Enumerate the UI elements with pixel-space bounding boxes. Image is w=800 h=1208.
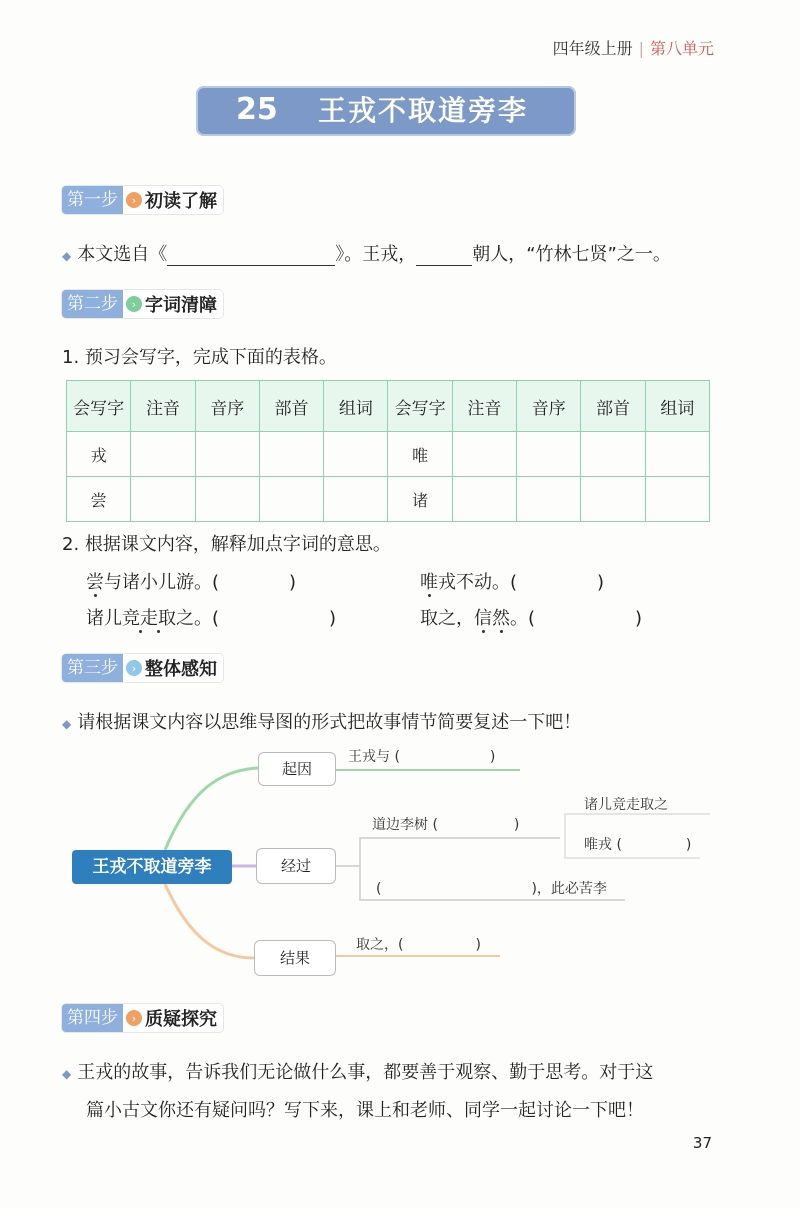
unit-label: 第八单元 [649, 39, 714, 58]
column-header: 会写字 [388, 381, 452, 432]
mindmap-instruction: ◆ 请根据课文内容以思维导图的形式把故事情节简要复述一下吧！ [62, 712, 582, 733]
column-header: 组词 [645, 381, 709, 432]
step-name: 初读了解 [145, 191, 217, 212]
diamond-bullet-icon: ◆ [62, 717, 72, 731]
step-label: 第一步 [62, 186, 123, 214]
step-1-question: ◆ 本文选自《 》。王戎， 朝人，“竹林七贤”之一。 [62, 244, 671, 265]
column-header: 部首 [259, 381, 323, 432]
mindmap-branch-cause: 起因 [258, 752, 336, 786]
step-name: 字词清障 [145, 295, 217, 316]
explain-item: 诸儿竞走取之。( ) [86, 608, 337, 629]
step-label: 第二步 [62, 290, 123, 318]
step-label: 第三步 [62, 654, 123, 682]
header-divider: | [638, 39, 644, 58]
explain-instruction: 2. 根据课文内容，解释加点字词的意思。 [62, 534, 391, 555]
lesson-number: 25 [236, 92, 278, 127]
chevron-right-icon: › [126, 1010, 142, 1026]
mindmap-root: 王戎不取道旁李 [72, 850, 232, 884]
table-cell-character: 唯 [388, 432, 452, 477]
column-header: 注音 [131, 381, 195, 432]
column-header: 音序 [517, 381, 581, 432]
column-header: 注音 [452, 381, 516, 432]
process-text-2: ( )，此必苦李 [376, 881, 607, 897]
table-instruction: 1. 预习会写字，完成下面的表格。 [62, 347, 337, 368]
result-text: 取之，( ) [356, 937, 481, 953]
grade-label: 四年级上册 [552, 39, 633, 58]
column-header: 音序 [195, 381, 259, 432]
step-name: 质疑探究 [145, 1009, 217, 1030]
table-cell-character: 尝 [67, 477, 131, 522]
explain-item: 唯戎不动。( ) [420, 572, 605, 593]
chevron-right-icon: › [126, 660, 142, 676]
page-number: 37 [692, 1134, 712, 1152]
mindmap-branch-process: 经过 [256, 848, 336, 884]
explain-item: 尝与诸小儿游。( ) [86, 572, 297, 593]
table-cell-character: 诸 [388, 477, 452, 522]
column-header: 组词 [324, 381, 388, 432]
chevron-right-icon: › [126, 192, 142, 208]
table-cell-character: 戎 [67, 432, 131, 477]
diamond-bullet-icon: ◆ [62, 249, 72, 263]
explain-item: 取之，信然。( ) [420, 608, 643, 629]
lesson-title: 王戎不取道旁李 [318, 94, 529, 127]
chevron-right-icon: › [126, 296, 142, 312]
step-label: 第四步 [62, 1004, 123, 1032]
step-4-heading [62, 1004, 223, 1032]
step-name: 整体感知 [145, 659, 217, 680]
mindmap-branch-result: 结果 [254, 940, 336, 976]
step-4-line-1: ◆ 王戎的故事，告诉我们无论做什么事，都要善于观察、勤于思考。对于这 [62, 1062, 654, 1083]
column-header: 部首 [581, 381, 645, 432]
sub-branch-1: 诸儿竞走取之 [584, 797, 668, 813]
diamond-bullet-icon: ◆ [62, 1067, 72, 1081]
column-header: 会写字 [67, 381, 131, 432]
sub-branch-2: 唯戎 ( ) [584, 837, 692, 853]
process-text-1: 道边李树 ( ) [372, 817, 520, 833]
cause-text: 王戎与 ( ) [348, 749, 496, 765]
step-4-line-2: 篇小古文你还有疑问吗？写下来，课上和老师、同学一起讨论一下吧！ [86, 1100, 644, 1121]
